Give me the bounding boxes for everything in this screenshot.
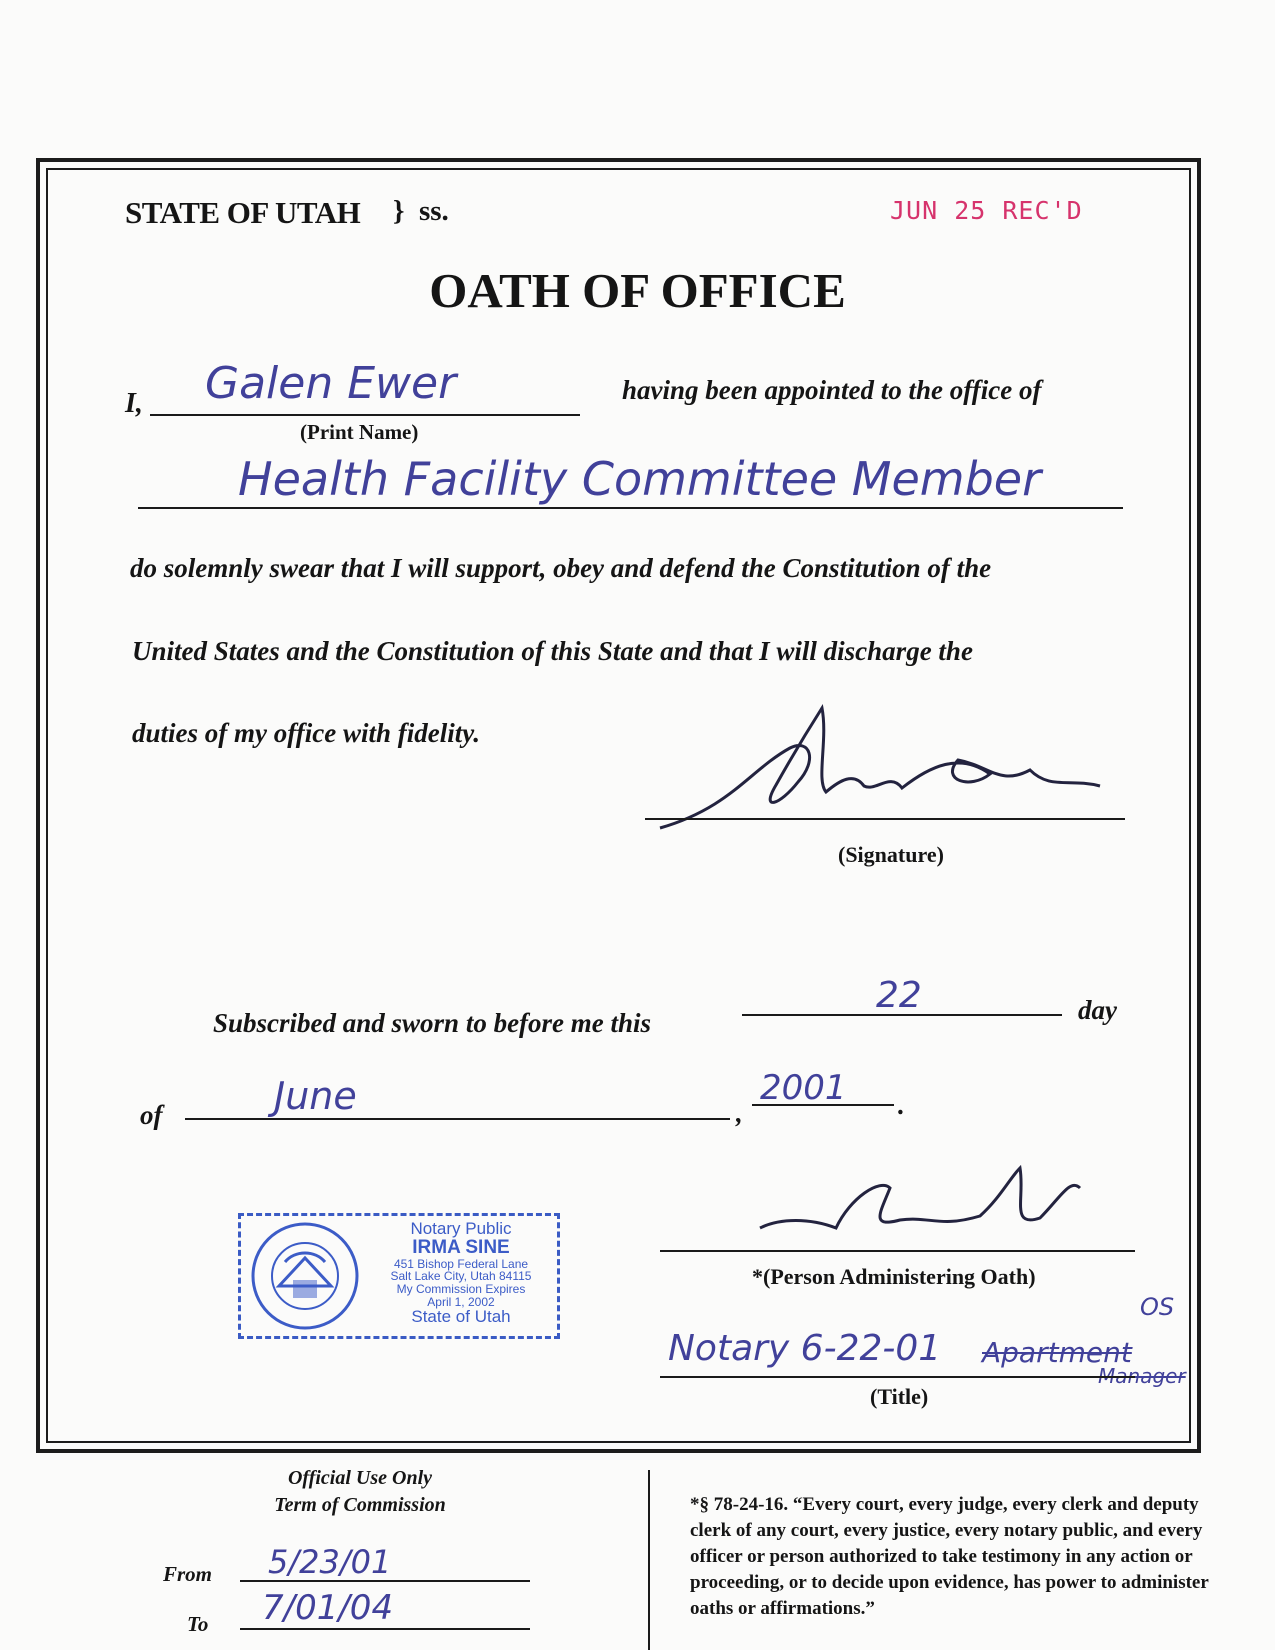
ss-label: [393, 195, 449, 228]
ss-text: ss.: [418, 195, 449, 227]
title-value: Notary 6-22-01: [668, 1328, 942, 1369]
state-heading: STATE OF UTAH: [125, 195, 361, 230]
oath-body-line-1: do solemnly swear that I will support, obey and defend the Constitution of the: [130, 553, 992, 583]
to-line: [240, 1628, 530, 1630]
title-caption: (Title): [870, 1384, 929, 1409]
official-use-heading: [190, 1465, 530, 1519]
notary-stamp-text: [361, 1220, 561, 1326]
administrator-caption: *(Person Administering Oath): [752, 1264, 1036, 1289]
stamp-line-3: 451 Bishop Federal Lane: [393, 1256, 529, 1271]
title-line: [660, 1376, 1135, 1378]
stamp-line-5: My Commission Expires: [396, 1281, 526, 1296]
received-stamp: JUN 25 REC'D: [890, 196, 1083, 225]
day-label: day: [1078, 995, 1117, 1025]
office-line: [138, 507, 1123, 509]
appointed-text: having been appointed to the office of: [622, 375, 1042, 405]
oath-body-line-3: duties of my office with fidelity.: [132, 718, 480, 748]
stamp-line-6: April 1, 2002: [427, 1294, 495, 1309]
oath-prefix: I,: [125, 388, 143, 419]
month-line: [185, 1118, 730, 1120]
stamp-line-1: Notary Public: [410, 1219, 512, 1238]
state-seal-icon: [249, 1220, 361, 1332]
page-title: OATH OF OFFICE: [429, 263, 846, 318]
oath-body-line-2: United States and the Constitution of this State and that I will discharge the: [132, 636, 973, 666]
administrator-line: [660, 1250, 1135, 1252]
oath-signature: [640, 700, 1120, 845]
title-struck: Apartment: [982, 1336, 1132, 1369]
of-label: of: [140, 1100, 163, 1130]
official-use-line: Official Use Only: [287, 1467, 433, 1489]
notary-stamp: [238, 1213, 560, 1339]
to-value: 7/01/04: [262, 1588, 394, 1628]
date-comma: ,: [736, 1098, 743, 1128]
stamp-line-4: Salt Lake City, Utah 84115: [390, 1269, 532, 1284]
date-period: .: [898, 1090, 905, 1120]
brace: }: [393, 195, 405, 227]
day-value: 22: [876, 975, 922, 1016]
stamp-line-7: State of Utah: [411, 1307, 511, 1327]
administrator-signature: [740, 1158, 1100, 1248]
from-value: 5/23/01: [268, 1543, 392, 1581]
print-name-caption: (Print Name): [300, 420, 419, 444]
footer-divider: [648, 1470, 650, 1650]
term-of-commission: Term of Commission: [274, 1494, 446, 1516]
office-title: Health Facility Committee Member: [238, 452, 1042, 506]
stamp-line-2: IRMA SINE: [412, 1236, 510, 1258]
month-value: June: [274, 1074, 357, 1118]
from-label: From: [163, 1562, 213, 1586]
name-line: [150, 414, 580, 416]
year-value: 2001: [760, 1068, 847, 1108]
sworn-text: Subscribed and sworn to before me this: [213, 1008, 652, 1038]
to-label: To: [187, 1612, 209, 1636]
signature-line: [645, 818, 1125, 820]
statute-note: *§ 78-24-16. “Every court, every judge, every clerk and deputy clerk of any court, every justice, every notary public, and every officer or person authorized to take testimony in any action or proceeding, or to decide upon evidence, has power to administer oaths or affirmations.”: [690, 1494, 1209, 1619]
printed-name: Galen Ewer: [205, 358, 457, 409]
signature-caption: (Signature): [838, 842, 944, 867]
title-initials: OS: [1140, 1293, 1175, 1321]
title-struck-2: Manager: [1098, 1364, 1186, 1388]
